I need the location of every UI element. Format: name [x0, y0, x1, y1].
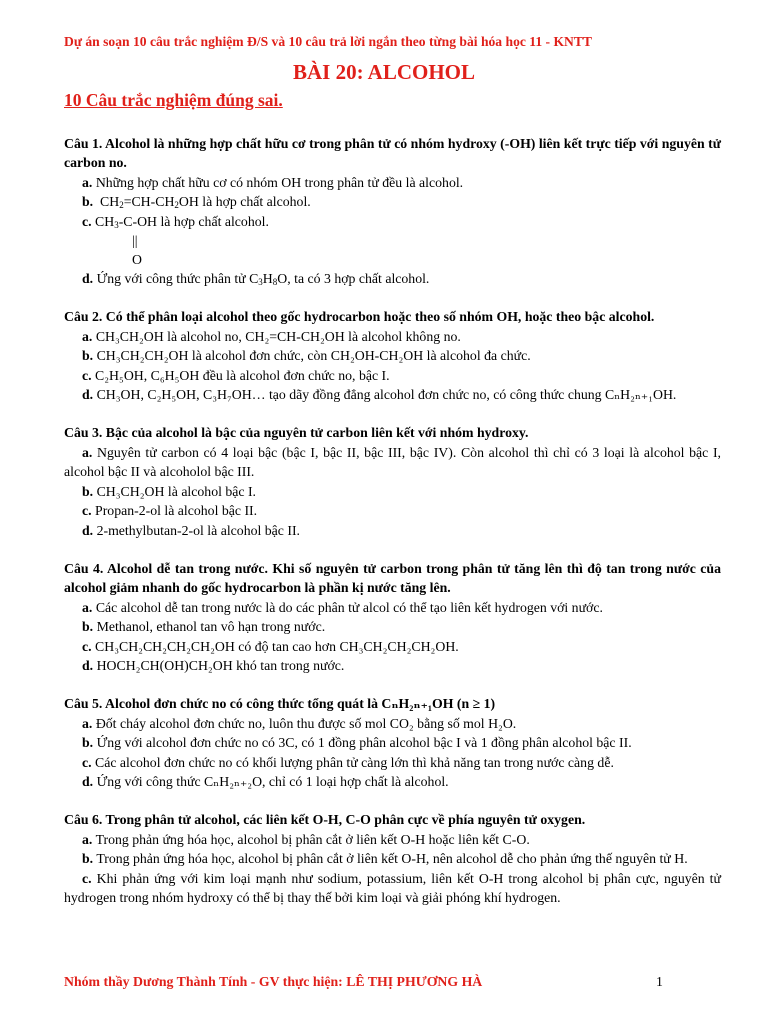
structure-bond: || — [132, 233, 138, 249]
option-text: Trong phản ứng hóa học, alcohol bị phân cắt ở liên kết O-H, nên alcohol dễ cho phản ứng thế nguyên tử H. — [96, 851, 688, 867]
option-text: Ứng với công thức phân tử C — [96, 271, 259, 287]
question-1 — [64, 134, 721, 288]
questions-body — [64, 134, 721, 926]
option-label: b. — [82, 483, 94, 499]
option-label: c. — [82, 213, 92, 229]
option-label: b. — [82, 348, 94, 364]
option-d — [64, 269, 721, 288]
option-a — [64, 714, 721, 733]
option-d — [64, 521, 721, 540]
option-a — [64, 598, 721, 617]
option-label: c. — [82, 503, 92, 519]
structure-oxygen: O — [132, 252, 142, 268]
option-label: a. — [82, 328, 93, 344]
option-text: Các alcohol dễ tan trong nước là do các phân tử alcol có thể tạo liên kết hydrogen với nước. — [95, 599, 603, 615]
option-d — [64, 656, 721, 675]
option-label: b. — [82, 851, 94, 867]
section-heading: 10 Câu trắc nghiệm đúng sai. — [64, 90, 283, 110]
option-text: Ứng với alcohol đơn chức no có 3C, có 1 đồng phân alcohol bậc I và 1 đồng phân alcohol bậc II. — [96, 735, 632, 751]
option-text: -C-OH là hợp chất alcohol. — [118, 213, 269, 229]
option-text: OH là hợp chất alcohol. — [178, 194, 311, 210]
option-c — [64, 501, 721, 520]
question-stem: Câu 4. Alcohol dễ tan trong nước. Khi số nguyên tử carbon trong phân tử tăng lên thì độ tan trong nước của alcohol giảm nhanh do gốc hydrocarbon là phần kị nước tăng lên. — [64, 560, 721, 596]
option-label: c. — [82, 754, 92, 770]
formula-subscript: 3 — [258, 277, 263, 288]
option-a — [64, 173, 721, 192]
formula-part: =CH-CH — [123, 194, 175, 210]
formula-part: H — [262, 271, 273, 287]
question-stem: Câu 5. Alcohol đơn chức no có công thức tổng quát là CₙH₂ₙ₊₁OH (n ≥ 1) — [64, 696, 496, 712]
option-label: a. — [82, 831, 93, 847]
formula-subscript: 8 — [272, 277, 278, 288]
option-b — [64, 482, 721, 501]
option-label: d. — [82, 522, 94, 538]
option-label: a. — [82, 174, 93, 190]
option-b — [64, 192, 721, 211]
option-a — [64, 830, 721, 849]
option-label: b. — [82, 194, 94, 210]
formula-subscript: 2 — [174, 200, 179, 211]
option-text: Nguyên tử carbon có 4 loại bậc (bậc I, bậc II, bậc III, bậc IV). Còn alcohol thì chỉ có 3 loại là alcohol bậc I, alcohol bậc II và alcoholol bậc III. — [64, 444, 721, 480]
option-text: Các alcohol đơn chức no có khối lượng phân tử càng lớn thì khả năng tan trong nước càng dễ. — [95, 754, 614, 770]
option-label: d. — [82, 657, 94, 673]
option-text: CH₃CH₂CH₂CH₂CH₂OH có độ tan cao hơn CH₃CH₂CH₂CH₂OH. — [95, 638, 459, 654]
option-text: CH₃OH, C₂H₅OH, C₃H₇OH… tạo dãy đồng đẳng alcohol đơn chức no, có công thức chung CₙH₂ₙ₊₁OH. — [96, 387, 677, 403]
option-text: CH₃CH₂CH₂OH là alcohol đơn chức, còn CH₂OH-CH₂OH là alcohol đa chức. — [96, 348, 531, 364]
option-text: Trong phản ứng hóa học, alcohol bị phân cắt ở liên kết O-H hoặc liên kết C-O. — [95, 831, 530, 847]
option-b — [64, 733, 721, 752]
lesson-title: BÀI 20: ALCOHOL — [292, 60, 476, 84]
option-text: Đốt cháy alcohol đơn chức no, luôn thu được số mol CO₂ bằng số mol H₂O. — [95, 715, 517, 731]
option-label: d. — [82, 773, 94, 789]
question-2 — [64, 307, 721, 404]
option-c — [64, 869, 721, 908]
question-stem: Câu 6. Trong phân tử alcohol, các liên kết O-H, C-O phân cực về phía nguyên tử oxygen. — [64, 812, 586, 828]
option-c — [64, 366, 721, 385]
option-text: Khi phản ứng với kim loại mạnh như sodium, potassium, liên kết O-H trong alcohol bị phân cực, nguyên tử hydrogen trong nhóm hydroxy có thể bị thay thế bởi kim loại và giải phóng khí hydrogen. — [64, 870, 721, 905]
formula-part: CH — [95, 213, 115, 229]
option-c — [64, 212, 721, 231]
option-c — [64, 637, 721, 656]
option-label: d. — [82, 271, 94, 287]
option-c — [64, 753, 721, 772]
project-header-note: Dự án soạn 10 câu trắc nghiệm Đ/S và 10 câu trả lời ngắn theo từng bài hóa học 11 - KNTT — [64, 34, 592, 49]
option-label: a. — [82, 444, 93, 460]
option-label: b. — [82, 735, 94, 751]
option-label: c. — [82, 367, 92, 383]
option-text: Methanol, ethanol tan vô hạn trong nước. — [96, 619, 326, 635]
option-label: c. — [82, 638, 92, 654]
option-b — [64, 617, 721, 636]
option-label: a. — [82, 715, 93, 731]
option-text: CH₃CH₂OH là alcohol no, CH₂=CH-CH₂OH là alcohol không no. — [95, 328, 461, 344]
question-stem: Câu 1. Alcohol là những hợp chất hữu cơ trong phân tử có nhóm hydroxy (-OH) liên kết trực tiếp với nguyên tử carbon no. — [64, 136, 721, 171]
footer-credit: Nhóm thầy Dương Thành Tính - GV thực hiện: LÊ THỊ PHƯƠNG HÀ — [64, 974, 483, 989]
option-b — [64, 346, 721, 365]
page-number: 1 — [656, 974, 663, 989]
question-stem: Câu 2. Có thể phân loại alcohol theo gốc hydrocarbon hoặc theo số nhóm OH, hoặc theo bậc alcohol. — [64, 309, 655, 325]
question-4 — [64, 559, 721, 675]
option-text: HOCH₂CH(OH)CH₂OH khó tan trong nước. — [96, 657, 345, 673]
option-label: b. — [82, 619, 94, 635]
question-stem: Câu 3. Bậc của alcohol là bậc của nguyên tử carbon liên kết với nhóm hydroxy. — [64, 425, 529, 441]
question-3 — [64, 423, 721, 539]
option-label: a. — [82, 599, 93, 615]
formula-part: CH — [100, 194, 120, 210]
option-a — [64, 327, 721, 346]
formula-subscript: 3 — [114, 219, 119, 230]
question-5 — [64, 694, 721, 791]
question-6 — [64, 810, 721, 907]
formula-subscript: 2 — [119, 200, 124, 211]
option-text: Propan-2-ol là alcohol bậc II. — [95, 503, 258, 519]
option-b — [64, 849, 721, 868]
option-text: Ứng với công thức CₙH₂ₙ₊₂O, chỉ có 1 loại hợp chất là alcohol. — [96, 773, 449, 789]
option-text: 2-methylbutan-2-ol là alcohol bậc II. — [96, 522, 301, 538]
option-text: C₂H₅OH, C₆H₅OH đều là alcohol đơn chức no, bậc I. — [95, 367, 390, 383]
option-d — [64, 385, 721, 404]
option-text: Những hợp chất hữu cơ có nhóm OH trong phân tử đều là alcohol. — [95, 174, 464, 190]
option-label: d. — [82, 387, 94, 403]
option-a — [64, 443, 721, 482]
option-label: c. — [82, 870, 92, 886]
option-text: O, ta có 3 hợp chất alcohol. — [277, 271, 430, 287]
option-d — [64, 772, 721, 791]
option-text: CH₃CH₂OH là alcohol bậc I. — [96, 483, 257, 499]
